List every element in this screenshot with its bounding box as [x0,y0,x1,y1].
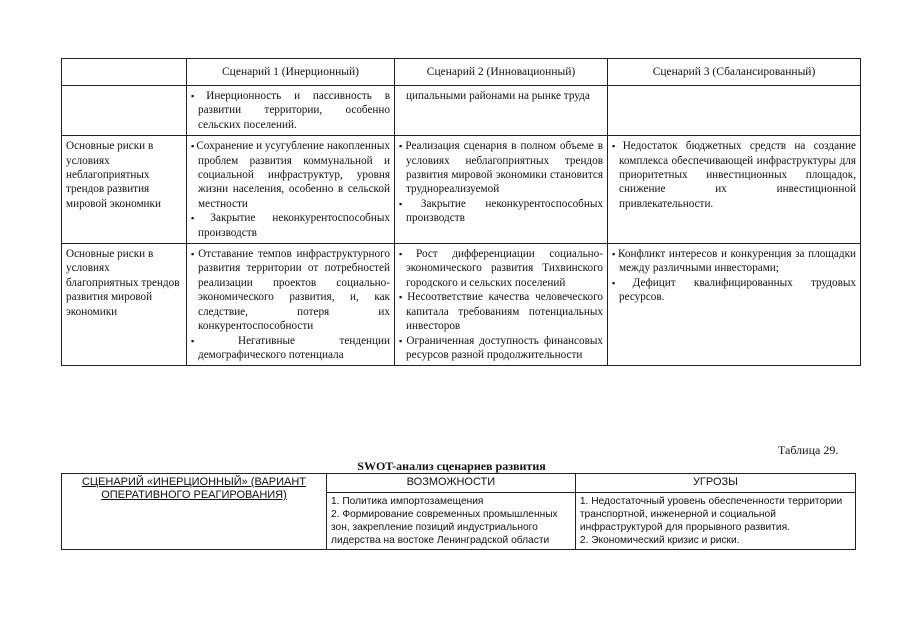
header-scenario-1: Сценарий 1 (Инерционный) [187,59,395,86]
swot-opportunities-cell [327,493,576,550]
table-row [62,244,861,366]
cell-scenario-3 [608,86,861,136]
table-caption: Таблица 29. [778,443,839,457]
list-item: ципальными районами на рынке труда [406,90,590,102]
swot-scenario-cell: СЦЕНАРИЙ «ИНЕРЦИОННЫЙ» (ВАРИАНТ ОПЕРАТИВНОГО РЕАГИРОВАНИЯ) [62,474,327,550]
row-label: Основные риски в условиях благоприятных трендов развития мировой экономики [62,244,187,366]
swot-threats-header: УГРОЗЫ [575,474,855,493]
swot-opportunities-header: ВОЗМОЖНОСТИ [327,474,576,493]
list-item: ▪ Недостаток бюджетных средств на создание комплекса обеспечивающей инфраструктуры для приоритетных инвестиционных площадок, снижение их инвестиционной привлекательности. [612,139,856,211]
table-row [62,86,861,136]
list-item: ▪ Негативные тенденции демографического потенциала [191,334,390,363]
list-item: ▪ Ограниченная доступность финансовых ресурсов разной продолжительности [399,334,603,363]
cell-scenario-2 [395,136,608,244]
table-header-row [62,59,861,86]
cell-scenario-1 [187,86,395,136]
threat-item: 2. Экономический кризис и риски. [579,535,740,546]
header-cell-empty [62,59,187,86]
list-item: ▪ Несоответствие качества человеческого капитала требованиям потенциальных инвесторов [399,290,603,333]
cell-scenario-2 [395,244,608,366]
list-item: ▪ Закрытие неконкурентоспособных производств [191,211,390,240]
cell-scenario-3 [608,136,861,244]
list-item: ▪ Рост дифференциации социально-экономического развития Тихвинского городского и сельских поселений [399,247,603,290]
row-label [62,86,187,136]
list-item: ▪ Конфликт интересов и конкуренция за площадки между различными инвесторами; [612,247,856,276]
scenario-risks-table [61,58,861,366]
opportunity-item: 2. Формирование современных промышленных зон, закрепление позиций индустриального лидерства на востоке Ленинградской области [331,509,558,546]
cell-scenario-2 [395,86,608,136]
list-item: ▪ Отставание темпов инфраструктурного развития территории от потребностей реализации проектов социально-экономического развития, и, как следствие, потеря их конкурентоспособности [191,247,390,333]
list-item: ▪ Дефицит квалифицированных трудовых ресурсов. [612,276,856,305]
opportunity-item: 1. Политика импортозамещения [331,496,484,507]
list-item: ▪ Закрытие неконкурентоспособных производств [399,197,603,226]
swot-title: SWOT-анализ сценариев развития [357,459,546,473]
list-item: ▪ Инерционность и пассивность в развитии территории, особенно сельских поселений. [191,89,390,132]
list-item: ▪ Сохранение и усугубление накопленных проблем развития коммунальной и социальной инфраструктур, уровня жизни населения, особенно в сельской местности [191,139,390,211]
cell-scenario-1 [187,136,395,244]
header-scenario-2: Сценарий 2 (Инновационный) [395,59,608,86]
header-scenario-3: Сценарий 3 (Сбалансированный) [608,59,861,86]
swot-header-row [62,474,856,493]
row-label: Основные риски в условиях неблагоприятных трендов развития мировой экономики [62,136,187,244]
cell-scenario-3 [608,244,861,366]
swot-threats-cell [575,493,855,550]
swot-table [61,473,856,550]
list-item: ▪ Реализация сценария в полном объеме в условиях неблагоприятных трендов развития мировой экономики становится труднореализуемой [399,139,603,197]
cell-scenario-1 [187,244,395,366]
table-row [62,136,861,244]
threat-item: 1. Недостаточный уровень обеспеченности территории транспортной, инженерной и социальной инфраструктурой для прорывного развития. [579,496,843,533]
